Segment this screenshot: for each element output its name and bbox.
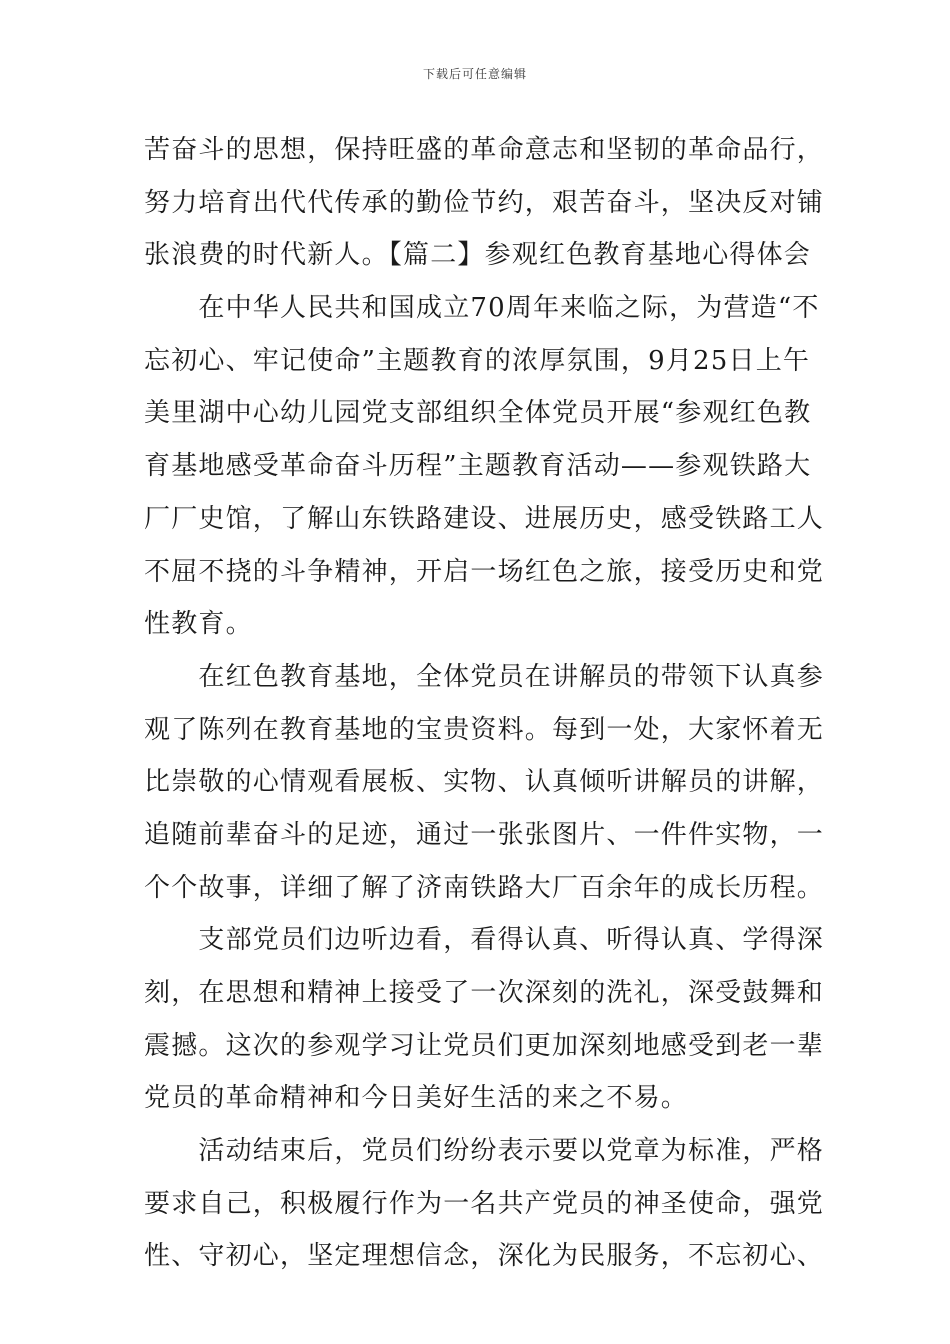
body-line: 支部党员们边听边看，看得认真、听得认真、学得深	[144, 925, 825, 956]
body-line: 性教育。	[144, 609, 253, 640]
body-line: 美里湖中心幼儿园党支部组织全体党员开展“参观红色教	[144, 398, 812, 429]
body-line: 厂厂史馆，了解山东铁路建设、进展历史，感受铁路工人	[144, 503, 825, 534]
body-line: 性、守初心，坚定理想信念，深化为民服务，不忘初心、	[144, 1241, 825, 1272]
body-line: 个个故事，详细了解了济南铁路大厂百余年的成长历程。	[144, 872, 825, 903]
header-note: 下载后可任意编辑	[422, 67, 527, 81]
body-line: 活动结束后，党员们纷纷表示要以党章为标准，严格	[144, 1136, 825, 1167]
body-line: 党员的革命精神和今日美好生活的来之不易。	[144, 1083, 689, 1114]
document-body	[144, 124, 825, 1283]
body-line: 在中华人民共和国成立70周年来临之际，为营造“不	[144, 293, 820, 324]
body-line: 努力培育出代代传承的勤俭节约，艰苦奋斗，坚决反对铺	[144, 187, 825, 218]
body-line: 比崇敬的心情观看展板、实物、认真倾听讲解员的讲解，	[144, 767, 825, 798]
body-line: 要求自己，积极履行作为一名共产党员的神圣使命，强党	[144, 1188, 825, 1219]
body-line: 忘初心、牢记使命”主题教育的浓厚氛围，9月25日上午	[144, 345, 811, 376]
body-line: 不屈不挠的斗争精神，开启一场红色之旅，接受历史和党	[144, 556, 825, 587]
body-line: 张浪费的时代新人。【篇二】参观红色教育基地心得体会	[144, 240, 812, 271]
body-line: 震撼。这次的参观学习让党员们更加深刻地感受到老一辈	[144, 1030, 825, 1061]
body-line: 苦奋斗的思想，保持旺盛的革命意志和坚韧的革命品行，	[144, 135, 825, 165]
body-line: 观了陈列在教育基地的宝贵资料。每到一处，大家怀着无	[144, 714, 825, 745]
body-line: 育基地感受革命奋斗历程”主题教育活动——参观铁路大	[144, 451, 812, 482]
body-line: 追随前辈奋斗的足迹，通过一张张图片、一件件实物，一	[144, 819, 825, 850]
body-line: 刻，在思想和精神上接受了一次深刻的洗礼，深受鼓舞和	[144, 978, 825, 1008]
body-line: 在红色教育基地，全体党员在讲解员的带领下认真参	[144, 661, 825, 692]
